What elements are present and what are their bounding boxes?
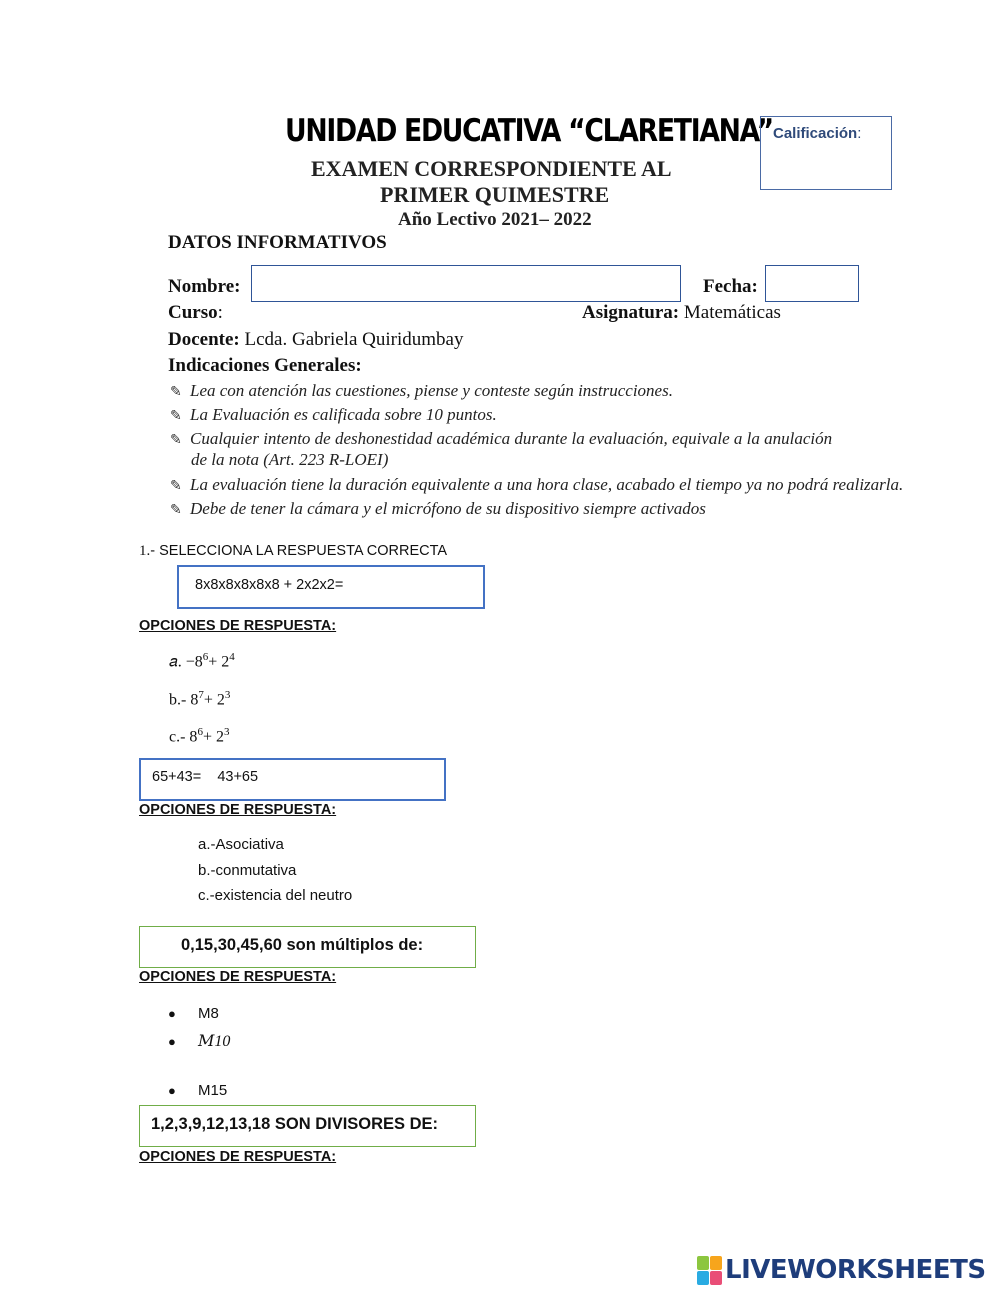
instruction-item: ✎ La evaluación tiene la duración equivalente a una hora clase, acabado el tiempo ya no podrá realizarla.: [170, 475, 904, 494]
instruction-item: ✎ Debe de tener la cámara y el micrófono de su dispositivo siempre activados: [170, 499, 706, 518]
logo-square: [697, 1256, 709, 1270]
options-heading: OPCIONES DE RESPUESTA:: [139, 1149, 337, 1165]
q3-option[interactable]: ● 𝑀10: [168, 1033, 231, 1050]
exam-title-line1: EXAMEN CORRESPONDIENTE AL: [311, 156, 672, 181]
options-heading: OPCIONES DE RESPUESTA:: [139, 802, 337, 818]
subject-label: Asignatura:: [582, 302, 680, 323]
liveworksheets-logo-text: LIVEWORKSHEETS: [725, 1255, 986, 1285]
bullet-icon: ●: [168, 1034, 176, 1049]
q1-option-c[interactable]: c.- $8^6+ 2^3$: [169, 726, 230, 746]
pencil-icon: ✎: [170, 503, 182, 518]
subject-value: Matemáticas: [683, 302, 781, 323]
options-heading: OPCIONES DE RESPUESTA:: [139, 618, 337, 634]
grade-box[interactable]: [760, 116, 892, 190]
bullet-icon: ●: [168, 1006, 176, 1021]
date-input[interactable]: [765, 265, 859, 302]
q3-option[interactable]: ● M15: [168, 1082, 228, 1099]
question-3-prompt: 0,15,30,45,60 son múltiplos de:: [181, 936, 424, 954]
date-label: Fecha:: [703, 276, 758, 297]
q2-option-b[interactable]: b.-conmutativa: [198, 862, 297, 879]
question-1-box: [177, 565, 485, 609]
exam-title-line2: PRIMER QUIMESTRE: [380, 182, 610, 207]
question-4-prompt: 1,2,3,9,12,13,18 SON DIVISORES DE:: [151, 1115, 439, 1133]
instruction-item: ✎ La Evaluación es calificada sobre 10 puntos.: [170, 405, 497, 424]
q1-option-b[interactable]: b.- $8^7+ 2^3$: [169, 689, 231, 709]
logo-square: [697, 1271, 709, 1285]
name-label: Nombre:: [168, 276, 241, 297]
q2-option-a[interactable]: a.-Asociativa: [198, 836, 284, 853]
question-2-box: [139, 758, 446, 801]
pencil-icon: ✎: [170, 385, 182, 400]
question-3-box: [139, 926, 476, 968]
teacher-row: [168, 329, 463, 351]
q3-option[interactable]: ● M8: [168, 1005, 219, 1022]
pencil-icon: ✎: [170, 409, 182, 424]
bullet-icon: ●: [168, 1083, 176, 1098]
name-input[interactable]: [251, 265, 681, 302]
teacher-label: Docente:: [168, 329, 240, 350]
instruction-item: ✎ Cualquier intento de deshonestidad académica durante la evaluación, equivale a la anulación: [170, 429, 833, 448]
course-label: Curso: [168, 302, 218, 323]
liveworksheets-logo-icon: [697, 1256, 721, 1284]
instruction-item-continuation: de la nota (Art. 223 R-LOEI): [191, 450, 389, 469]
teacher-value: Lcda. Gabriela Quiridumbay: [244, 329, 464, 350]
info-heading: DATOS INFORMATIVOS: [168, 232, 387, 253]
pencil-icon: ✎: [170, 433, 182, 448]
instruction-item: ✎ Lea con atención las cuestiones, piense y conteste según instrucciones.: [170, 381, 673, 400]
question-4-box: [139, 1105, 476, 1147]
school-title: UNIDAD EDUCATIVA “CLARETIANA”: [285, 113, 773, 149]
liveworksheets-logo[interactable]: [697, 1253, 986, 1287]
logo-square: [710, 1256, 722, 1270]
question-1-prompt: 8x8x8x8x8x8 + 2x2x2=: [195, 577, 344, 593]
q2-option-c[interactable]: c.-existencia del neutro: [198, 887, 353, 904]
pencil-icon: ✎: [170, 479, 182, 494]
logo-square: [710, 1271, 722, 1285]
section-title: 1.- SELECCIONA LA RESPUESTA CORRECTA: [139, 543, 448, 559]
grade-label: Calificación:: [773, 125, 862, 142]
course-row: Curso:: [168, 302, 223, 323]
question-2-prompt: 65+43= 43+65: [152, 769, 259, 785]
options-heading: OPCIONES DE RESPUESTA:: [139, 969, 337, 985]
q1-option-a[interactable]: 𝑎. $-8^6+ 2^4$: [169, 651, 235, 671]
subject-row: [582, 302, 781, 324]
instructions-heading: Indicaciones Generales:: [168, 355, 362, 376]
school-year: Año Lectivo 2021– 2022: [398, 209, 592, 230]
